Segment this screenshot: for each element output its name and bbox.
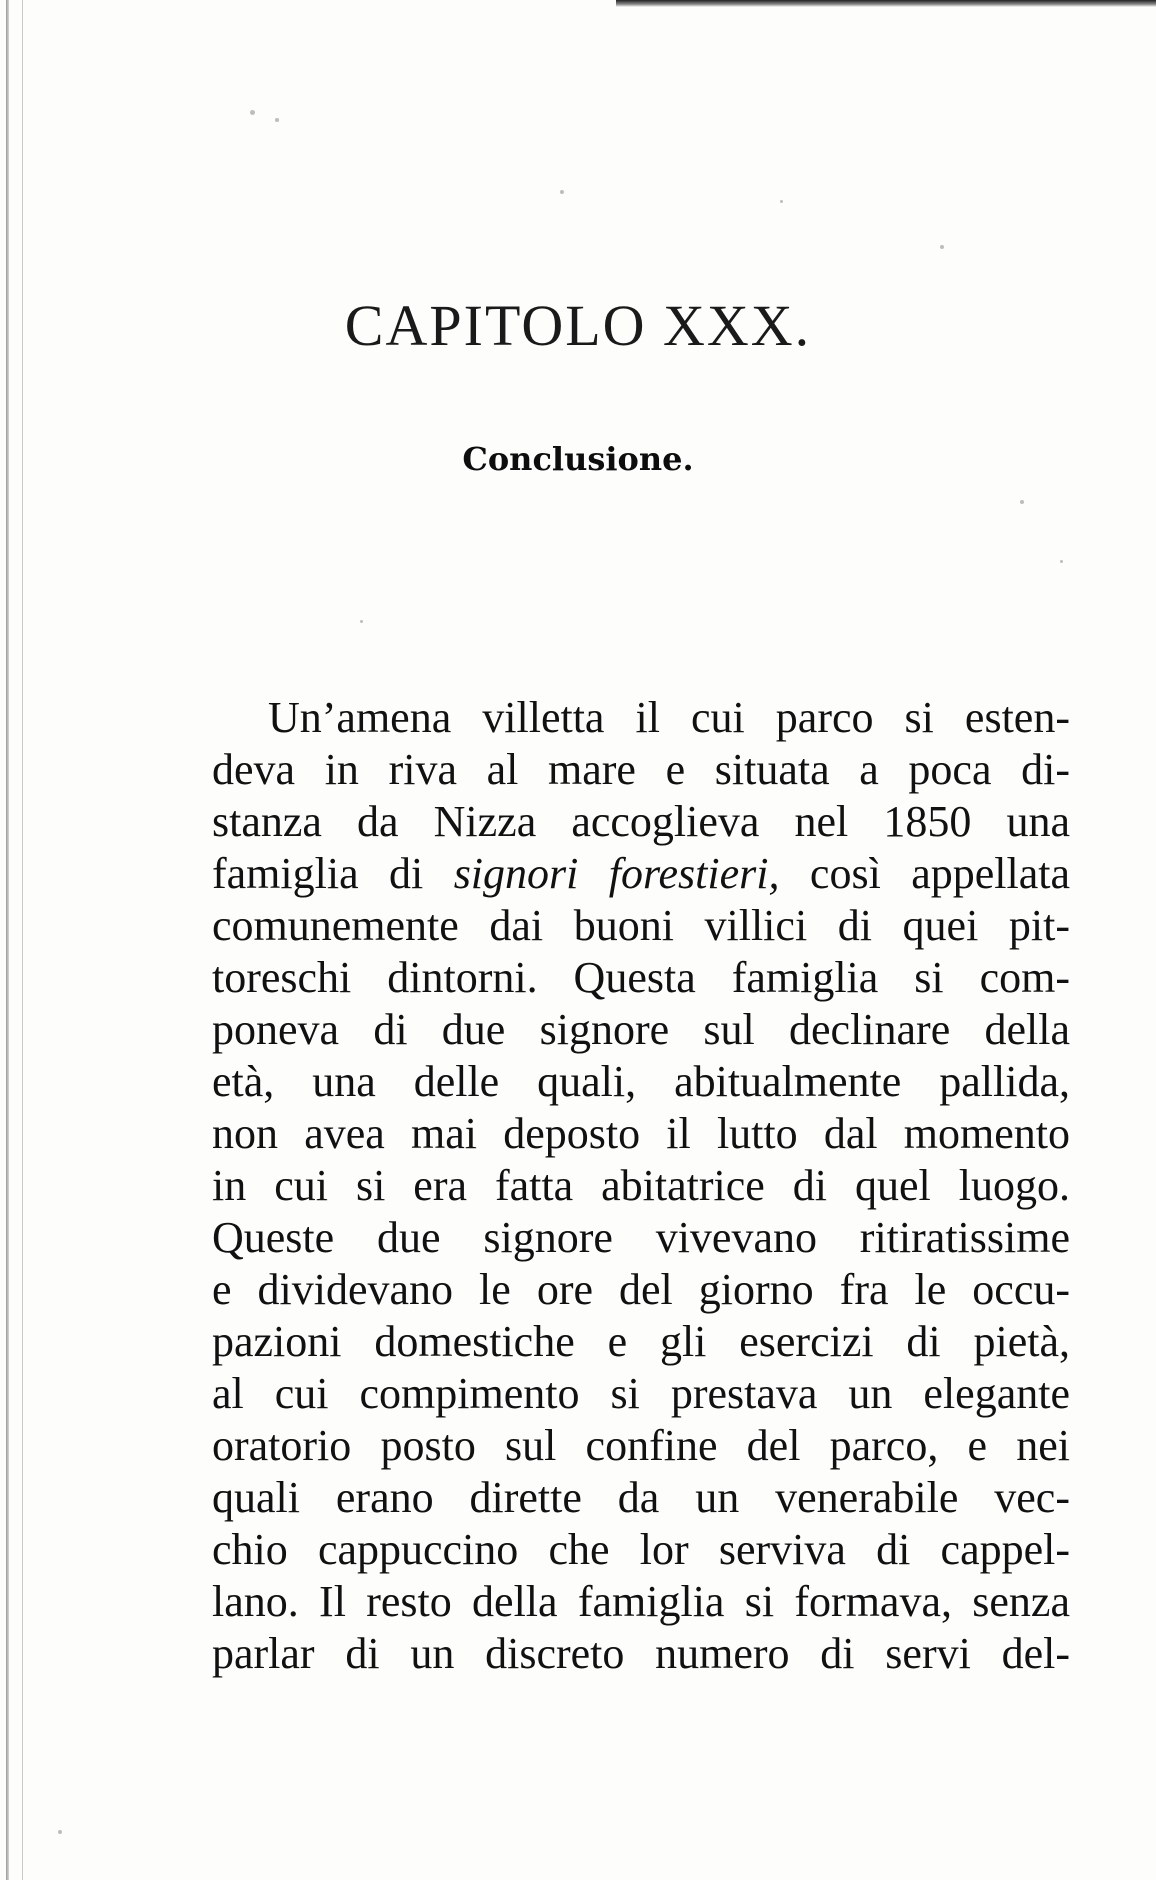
- text-line: stanza da Nizza accoglieva nel 1850 una: [212, 797, 1070, 846]
- text-fragment: famiglia di: [212, 849, 424, 898]
- text-line: Un’amena villetta il cui parco si esten-: [268, 693, 1070, 742]
- scan-speck: [275, 118, 279, 122]
- page-left-edge: [6, 0, 9, 1880]
- text-line: e dividevano le ore del giorno fra le occu-: [212, 1265, 1070, 1314]
- scan-speck: [58, 1830, 62, 1834]
- text-line: Queste due signore vivevano ritiratissime: [212, 1213, 1070, 1262]
- text-line: lano. Il resto della famiglia si formava, senza: [212, 1577, 1070, 1626]
- text-line: chio cappuccino che lor serviva di cappel-: [212, 1525, 1070, 1574]
- text-line: comunemente dai buoni villici di quei pit-: [212, 901, 1070, 950]
- page-top-edge: [616, 0, 1156, 7]
- text-line: quali erano dirette da un venerabile vec-: [212, 1473, 1070, 1522]
- text-line: età, una delle quali, abitualmente pallida,: [212, 1057, 1070, 1106]
- text-line: parlar di un discreto numero di servi del-: [212, 1629, 1070, 1678]
- text-line: al cui compimento si prestava un elegante: [212, 1369, 1070, 1418]
- scan-speck: [940, 245, 944, 249]
- text-line: [212, 848, 1070, 900]
- scan-speck: [1020, 500, 1024, 504]
- text-line: toreschi dintorni. Questa famiglia si com-: [212, 953, 1070, 1002]
- scan-speck: [250, 110, 255, 115]
- text-line: deva in riva al mare e situata a poca di-: [212, 745, 1070, 794]
- scan-speck: [560, 190, 564, 194]
- chapter-body: [212, 692, 1070, 1680]
- text-line: pazioni domestiche e gli esercizi di pietà,: [212, 1317, 1070, 1366]
- text-line: poneva di due signore sul declinare della: [212, 1005, 1070, 1054]
- text-line: oratorio posto sul confine del parco, e nei: [212, 1421, 1070, 1470]
- italic-phrase: signori forestieri,: [453, 849, 780, 898]
- chapter-subtitle: Conclusione.: [462, 440, 694, 478]
- scan-speck: [1060, 560, 1063, 563]
- chapter-title: CAPITOLO XXX.: [344, 293, 812, 358]
- text-fragment: così appellata: [809, 849, 1071, 898]
- text-line: in cui si era fatta abitatrice di quel luogo.: [212, 1161, 1070, 1210]
- scan-speck: [780, 200, 783, 203]
- text-line: non avea mai deposto il lutto dal momento: [212, 1109, 1070, 1158]
- page-gutter-line: [22, 0, 23, 1880]
- scan-speck: [360, 620, 363, 623]
